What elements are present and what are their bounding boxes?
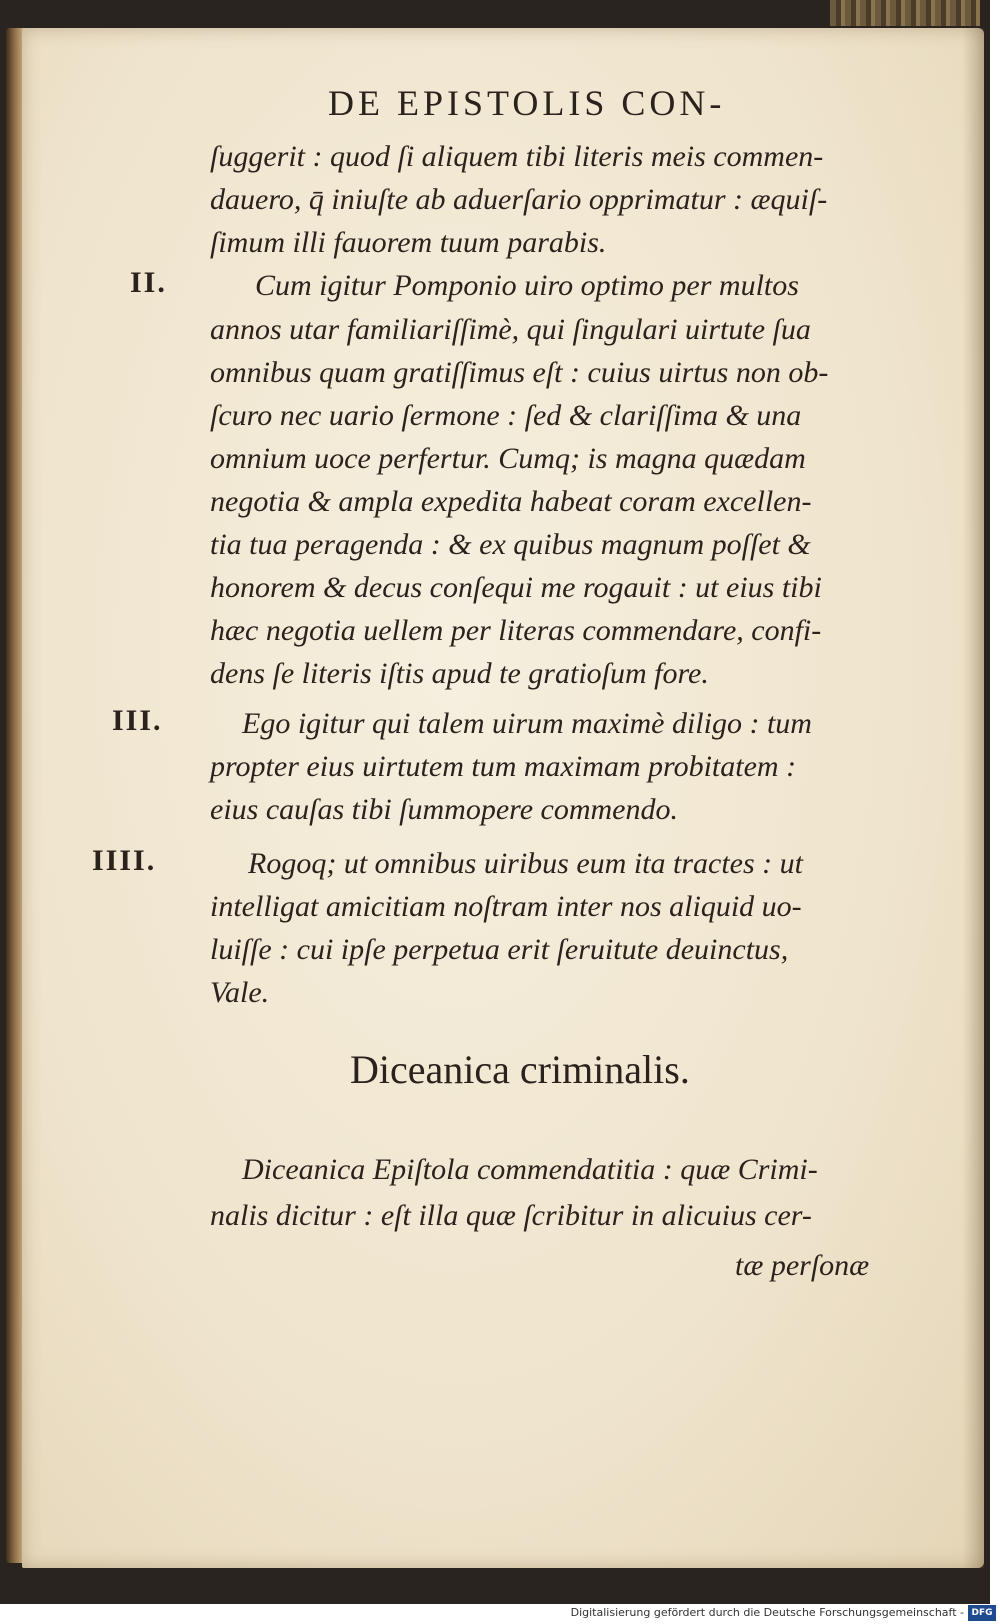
text-line: Diceanica Epiſtola commendatitia : quæ Crimi- [242, 1153, 818, 1186]
text-line: ſuggerit : quod ſi aliquem tibi literis meis commen- [210, 140, 824, 173]
paragraph-numeral: II. [130, 266, 167, 299]
text-line: dens ſe literis iſtis apud te gratioſum fore. [210, 657, 709, 690]
text-line: hæc negotia uellem per literas commendare, confi- [210, 614, 822, 647]
text-line: tia tua peragenda : & ex quibus magnum poſſet & [210, 528, 811, 561]
paragraph-numeral: IIII. [92, 844, 157, 877]
dfg-logo-icon: DFG [968, 1605, 996, 1621]
text-line: omnium uoce perfertur. Cumq; is magna quædam [210, 442, 806, 475]
text-line: nalis dicitur : eſt illa quæ ſcribitur in alicuius cer- [210, 1199, 812, 1232]
text-line: ſimum illi fauorem tuum parabis. [210, 226, 607, 259]
running-head: DE EPISTOLIS CON- [328, 83, 726, 123]
page-fold-shadow [962, 28, 984, 1568]
text-line: annos utar familiariſſimè, qui ſingulari uirtute ſua [210, 313, 811, 346]
text-line: ſcuro nec uario ſermone : ſed & clariſſima & una [210, 399, 802, 432]
binding-strip [830, 0, 980, 26]
text-line: Cum igitur Pomponio uiro optimo per multos [255, 269, 799, 302]
text-line: Rogoq; ut omnibus uiribus eum ita tractes : ut [248, 847, 803, 880]
text-line: propter eius uirtutem tum maximam probitatem : [210, 750, 797, 783]
paragraph-numeral: III. [112, 704, 163, 737]
section-heading: Diceanica criminalis. [350, 1047, 690, 1092]
text-line: eius cauſas tibi ſummopere commendo. [210, 793, 678, 826]
text-line: negotia & ampla expedita habeat coram excellen- [210, 485, 812, 518]
text-line: Vale. [210, 976, 270, 1009]
text-line: intelligat amicitiam noſtram inter nos aliquid uo- [210, 890, 802, 923]
catchword: tæ perſonæ [735, 1249, 870, 1282]
text-line: omnibus quam gratiſſimus eſt : cuius uirtus non ob- [210, 356, 829, 389]
text-line: Ego igitur qui talem uirum maximè diligo : tum [242, 707, 812, 740]
funding-credit: Digitalisierung gefördert durch die Deutsche Forschungsgemeinschaft - [570, 1606, 964, 1619]
footer-bar [0, 1604, 1000, 1624]
text-line: dauero, q̄ iniuſte ab aduerſario opprimatur : æquiſ- [210, 183, 828, 216]
text-line: honorem & decus conſequi me rogauit : ut eius tibi [210, 571, 822, 604]
text-line: luiſſe : cui ipſe perpetua erit ſeruitute deuinctus, [210, 933, 789, 966]
